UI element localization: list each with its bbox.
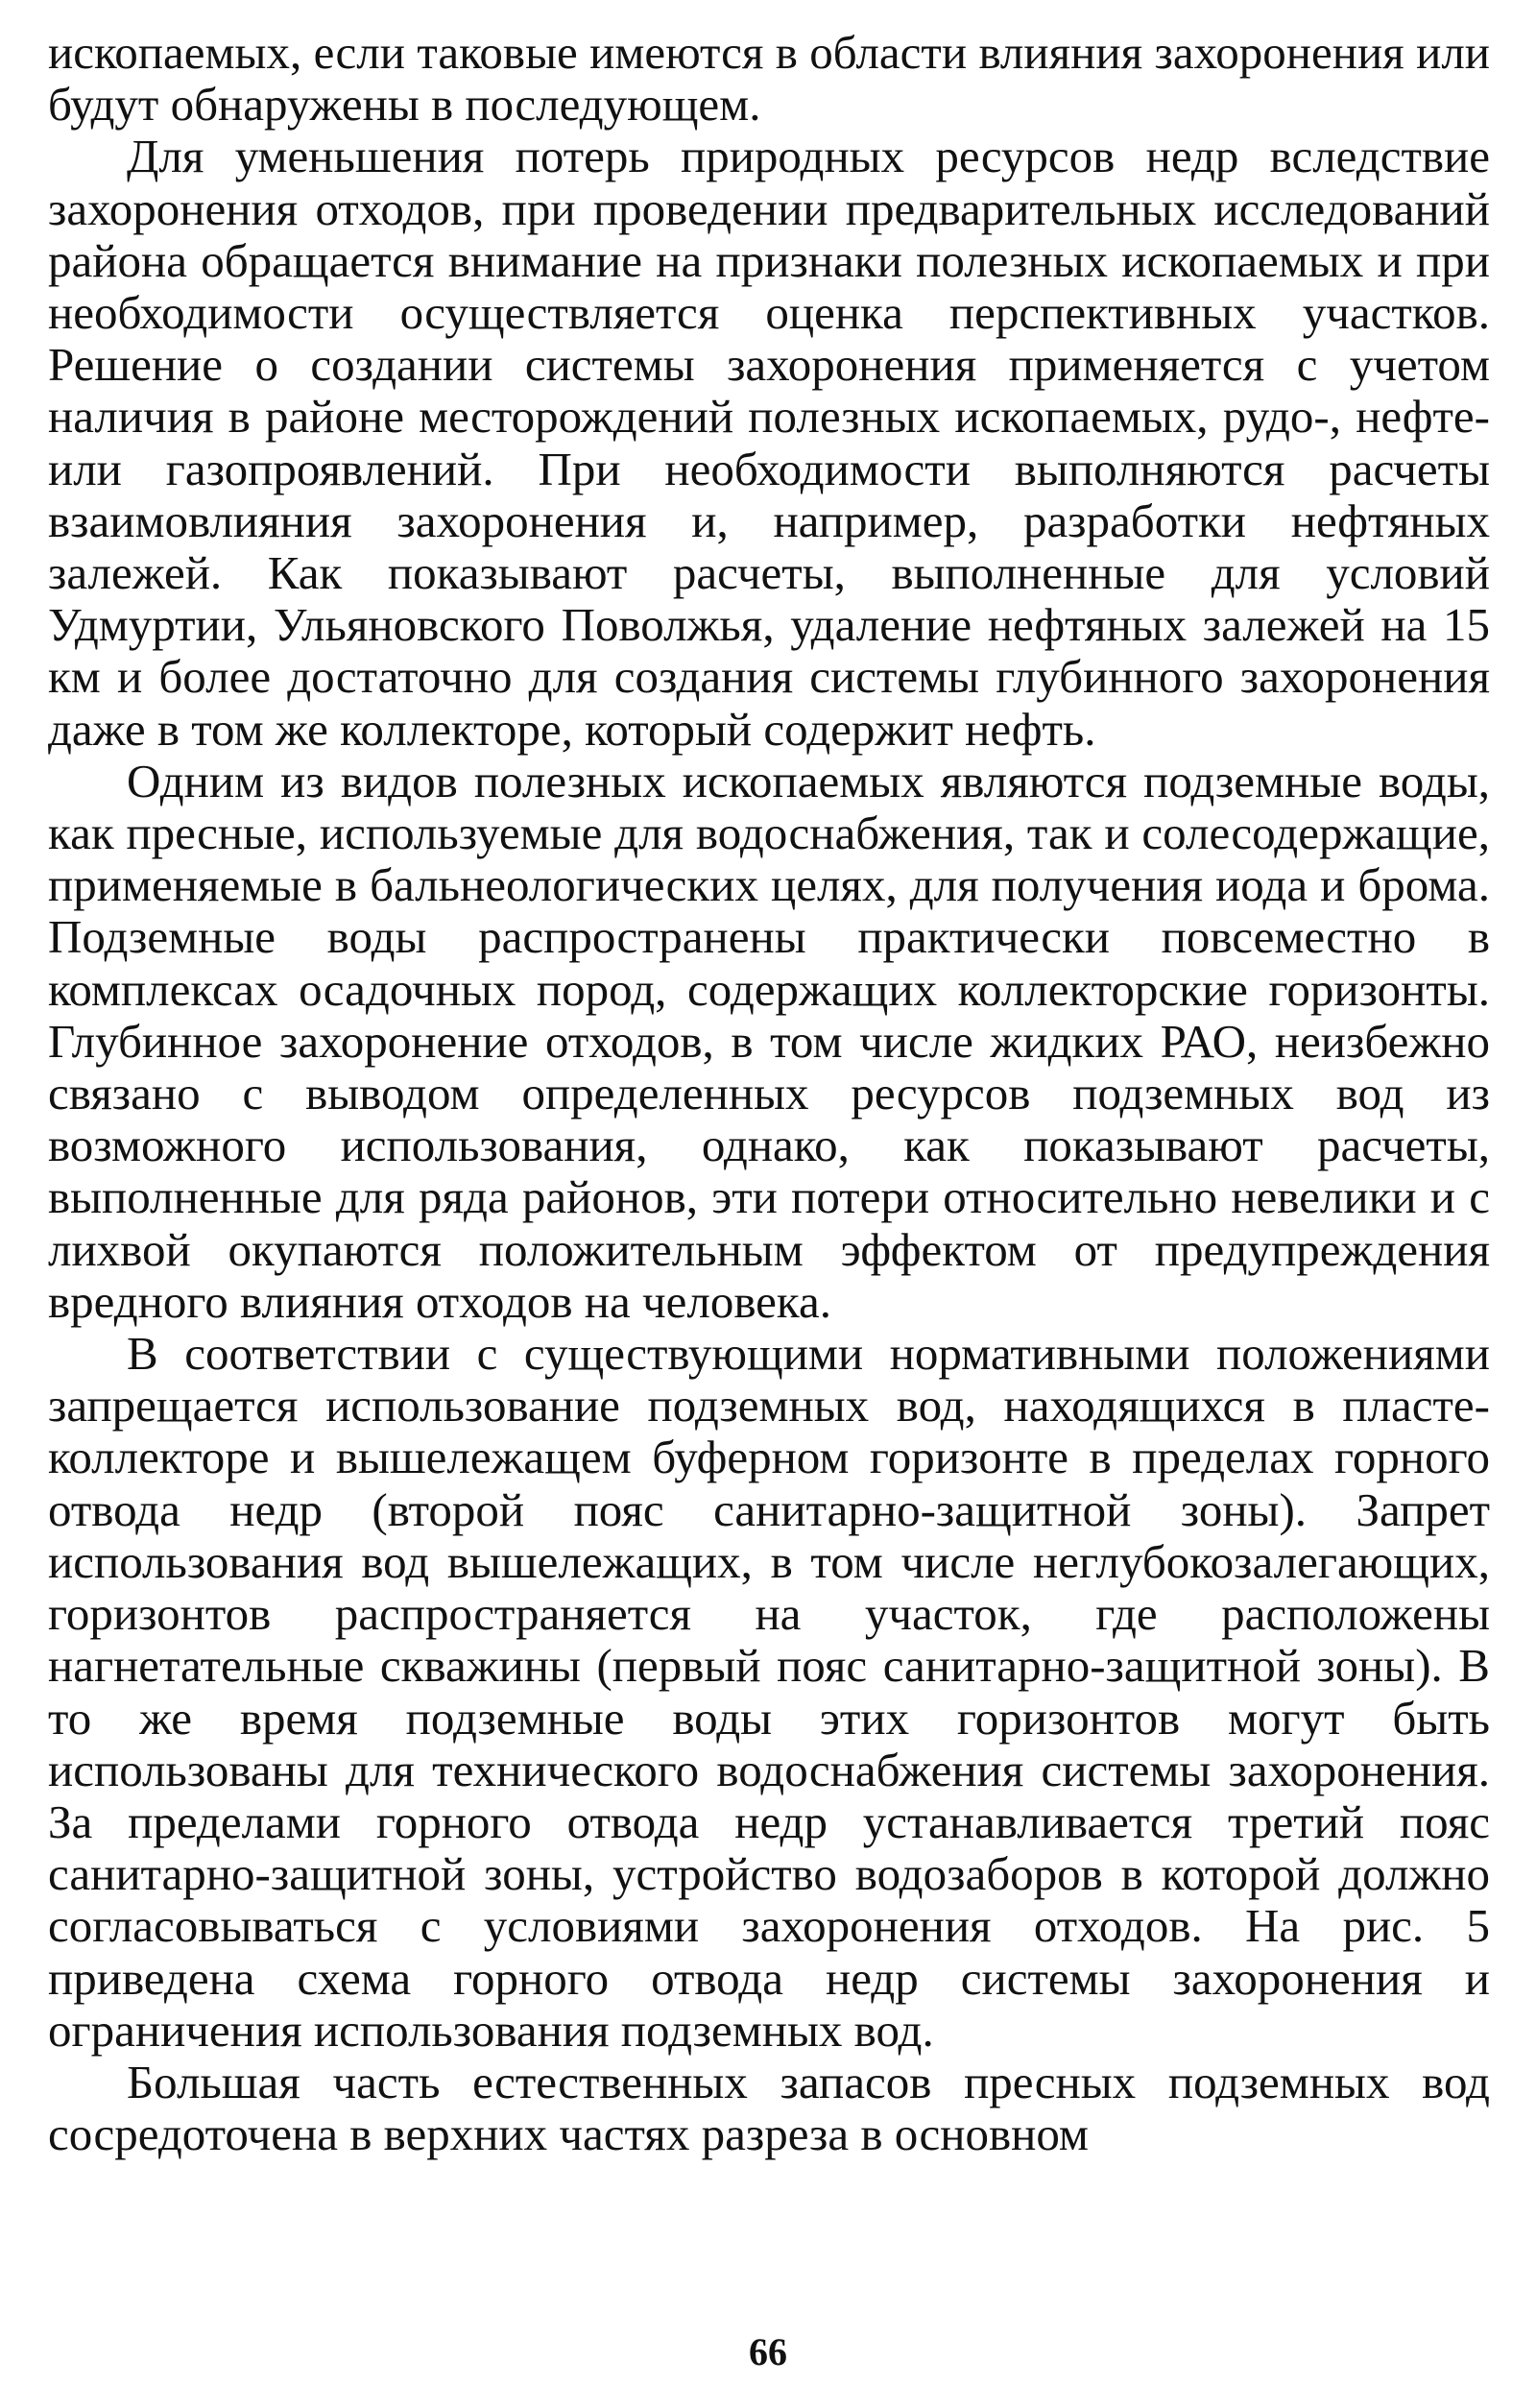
page-number: 66 bbox=[749, 2330, 787, 2373]
paragraph-sanitary-zones: В соответствии с существующими нормативными положениями запрещается использование подземных вод, находящихся в пласте-коллекторе и вышележащем буферном горизонте в пределах горного отвода недр (второй пояс санитарно-защитной зоны). Запрет использования вод вышележащих, в том числе неглубокозалегающих, горизонтов распространяется на участок, где расположены нагнетательные скважины (первый пояс санитарно-защитной зоны). В то же время подземные воды этих горизонтов могут быть использованы для технического водоснабжения системы захоронения. За пределами горного отвода недр устанавливается третий пояс санитарно-защитной зоны, устройство водозаборов в которой должно согласовываться с условиями захоронения отходов. На рис. 5 приведена схема горного отвода недр системы захоронения и ограничения использования подземных вод. bbox=[48, 1327, 1490, 2057]
paragraph-resources-loss: Для уменьшения потерь природных ресурсов недр вследствие захоронения отходов, при проведении предварительных исследований района обращается внимание на признаки полезных ископаемых и при необходимости осуществляется оценка перспективных участков. Решение о создании системы захоронения применяется с учетом наличия в районе месторождений полезных ископаемых, рудо-, нефте- или газопроявлений. При необходимости выполняются расчеты взаимовлияния захоронения и, например, разработки нефтяных залежей. Как показывают расчеты, выполненные для условий Удмуртии, Ульяновского Поволжья, удаление нефтяных залежей на 15 км и более достаточно для создания системы глубинного захоронения даже в том же коллекторе, который содержит нефть. bbox=[48, 130, 1490, 756]
paragraph-groundwater: Одним из видов полезных ископаемых являются подземные воды, как пресные, используемые для водоснабжения, так и солесодержащие, применяемые в бальнеологических целях, для получения иода и брома. Подземные воды распространены практически повсеместно в комплексах осадочных пород, содержащих коллекторские горизонты. Глубинное захоронение отходов, в том числе жидких РАО, неизбежно связано с выводом определенных ресурсов подземных вод из возможного использования, однако, как показывают расчеты, выполненные для ряда районов, эти потери относительно невелики и с лихвой окупаются положительным эффектом от предупреждения вредного влияния отходов на человека. bbox=[48, 754, 1490, 1328]
document-page bbox=[48, 27, 1490, 2389]
paragraph-continuation: ископаемых, если таковые имеются в области влияния захоронения или будут обнаружены в последующем. bbox=[48, 26, 1490, 132]
paragraph-fresh-water-reserves: Большая часть естественных запасов пресных подземных вод сосредоточена в верхних частях разреза в основном bbox=[48, 2055, 1490, 2161]
